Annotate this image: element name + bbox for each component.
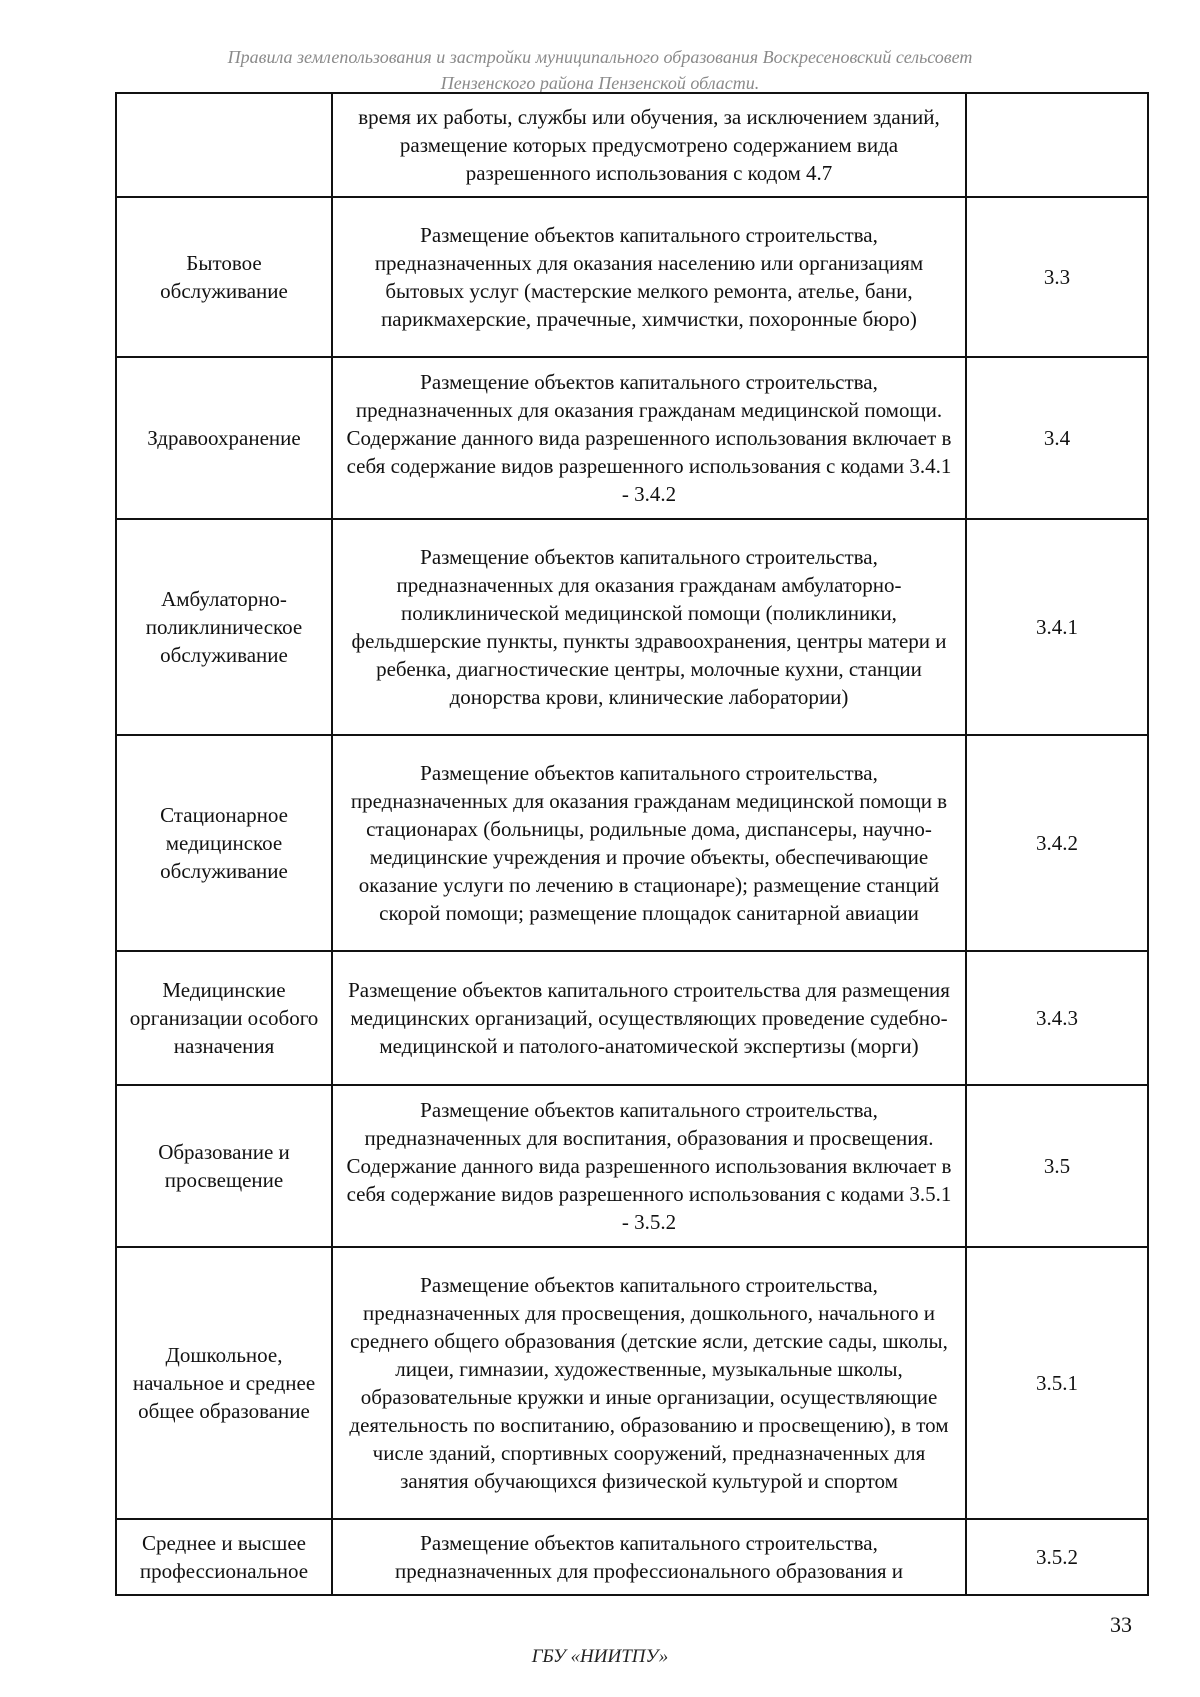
use-type-name: Образование и просвещение <box>116 1085 332 1247</box>
land-use-table <box>115 92 1149 1596</box>
use-type-description: Размещение объектов капитального строительства для размещения медицинских организаций, осуществляющих проведение судебно-медицинской и патолого-анатомической экспертизы (морги) <box>332 951 966 1085</box>
use-type-code: 3.3 <box>966 197 1148 357</box>
use-type-description: Размещение объектов капитального строительства, предназначенных для оказания гражданам медицинской помощи в стационарах (больницы, родильные дома, диспансеры, научно-медицинские учреждения и прочие объекты, обеспечивающие оказание услуги по лечению в стационаре); размещение станций скорой помощи; размещение площадок санитарной авиации <box>332 735 966 951</box>
use-type-code: 3.5 <box>966 1085 1148 1247</box>
header-line-2: Пензенского района Пензенской области. <box>440 73 760 93</box>
use-type-name: Среднее и высшее профессиональное <box>116 1519 332 1595</box>
use-type-code: 3.4.3 <box>966 951 1148 1085</box>
table-row <box>116 357 1148 519</box>
use-type-description: Размещение объектов капитального строительства, предназначенных для профессионального образования и <box>332 1519 966 1595</box>
table-row <box>116 519 1148 735</box>
table-row <box>116 1247 1148 1519</box>
table-row <box>116 1519 1148 1595</box>
use-type-code: 3.4 <box>966 357 1148 519</box>
use-type-name: Дошкольное, начальное и среднее общее образование <box>116 1247 332 1519</box>
page-header <box>0 44 1200 96</box>
use-type-code: 3.4.1 <box>966 519 1148 735</box>
table-row <box>116 93 1148 197</box>
table-row <box>116 1085 1148 1247</box>
use-type-name: Амбулаторно-поликлиническое обслуживание <box>116 519 332 735</box>
page-number: 33 <box>1110 1612 1132 1637</box>
use-type-name: Медицинские организации особого назначения <box>116 951 332 1085</box>
table-row <box>116 951 1148 1085</box>
use-type-name: Здравоохранение <box>116 357 332 519</box>
use-type-name: Стационарное медицинское обслуживание <box>116 735 332 951</box>
use-type-name: Бытовое обслуживание <box>116 197 332 357</box>
use-type-description: Размещение объектов капитального строительства, предназначенных для воспитания, образования и просвещения. Содержание данного вида разрешенного использования включает в себя содержание видов разрешенного использования с кодами 3.5.1 - 3.5.2 <box>332 1085 966 1247</box>
use-type-description: Размещение объектов капитального строительства, предназначенных для оказания населению или организациям бытовых услуг (мастерские мелкого ремонта, ателье, бани, парикмахерские, прачечные, химчистки, похоронные бюро) <box>332 197 966 357</box>
table-row <box>116 735 1148 951</box>
page-footer: ГБУ «НИИТПУ» <box>531 1646 669 1667</box>
header-line-1: Правила землепользования и застройки муниципального образования Воскресеновский сельсовет <box>227 47 973 67</box>
use-type-description: Размещение объектов капитального строительства, предназначенных для оказания гражданам амбулаторно-поликлинической медицинской помощи (поликлиники, фельдшерские пункты, пункты здравоохранения, центры матери и ребенка, диагностические центры, молочные кухни, станции донорства крови, клинические лаборатории) <box>332 519 966 735</box>
use-type-description: Размещение объектов капитального строительства, предназначенных для просвещения, дошкольного, начального и среднего общего образования (детские ясли, детские сады, школы, лицеи, гимназии, художественные, музыкальные школы, образовательные кружки и иные организации, осуществляющие деятельность по воспитанию, образованию и просвещению), в том числе зданий, спортивных сооружений, предназначенных для занятия обучающихся физической культурой и спортом <box>332 1247 966 1519</box>
use-type-code: 3.4.2 <box>966 735 1148 951</box>
table-row <box>116 197 1148 357</box>
use-type-code <box>966 93 1148 197</box>
use-type-name <box>116 93 332 197</box>
use-type-description: время их работы, службы или обучения, за исключением зданий, размещение которых предусмотрено содержанием вида разрешенного использования с кодом 4.7 <box>332 93 966 197</box>
use-type-code: 3.5.1 <box>966 1247 1148 1519</box>
use-type-description: Размещение объектов капитального строительства, предназначенных для оказания гражданам медицинской помощи. Содержание данного вида разрешенного использования включает в себя содержание видов разрешенного использования с кодами 3.4.1 - 3.4.2 <box>332 357 966 519</box>
use-type-code: 3.5.2 <box>966 1519 1148 1595</box>
